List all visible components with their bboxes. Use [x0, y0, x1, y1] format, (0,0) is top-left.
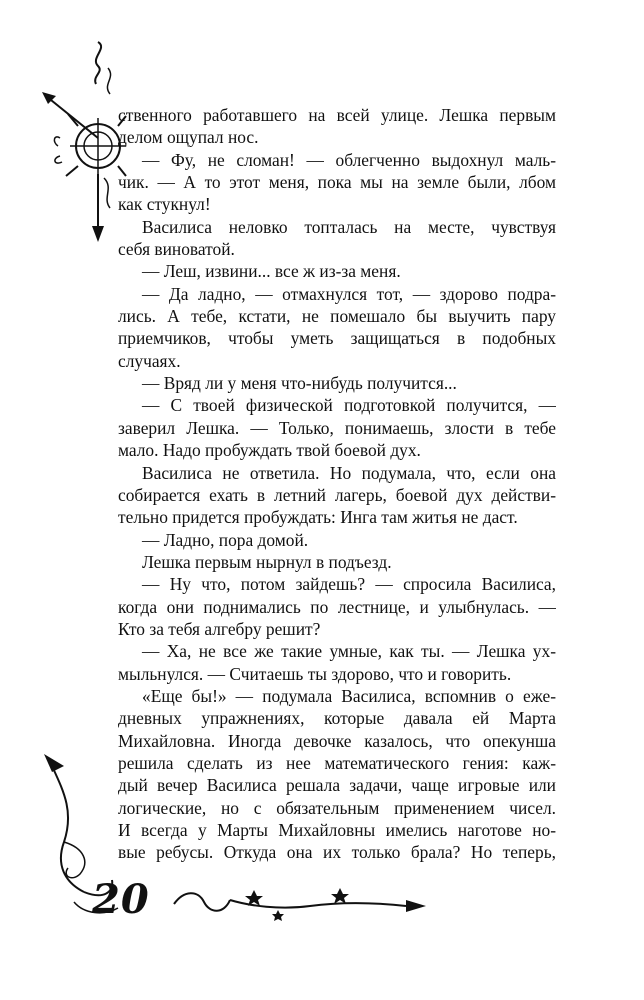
page-number: 20 — [92, 876, 150, 923]
text-line: Василиса не ответила. Но подумала, что, если она — [142, 462, 556, 483]
text-line: вые ребусы. Откуда она их только брала? Но теперь, — [118, 842, 556, 863]
text-line: мало. Надо пробуждать твой боевой дух. — [118, 440, 421, 461]
compass-ornament-icon — [38, 38, 128, 248]
wave-arrow-ornament-icon — [170, 884, 430, 924]
text-line: мыльнулся. — Считаешь ты здорово, что и говорить. — [118, 663, 512, 684]
text-line: себя виноватой. — [118, 239, 235, 260]
text-line: как стукнул! — [118, 194, 211, 215]
text-line: ственного работавшего на всей улице. Лешка первым — [118, 105, 556, 125]
text-line: чик. — А то этот меня, пока мы на земле были, лбом — [118, 172, 556, 193]
text-line: Лешка первым нырнул в подъезд. — [142, 551, 392, 572]
text-line: — С твоей физической подготовкой получится, — — [142, 395, 556, 416]
text-line: Василиса неловко топталась на месте, чувствуя — [142, 216, 556, 237]
text-line: И всегда у Марты Михайловны имелись наготове но- — [118, 820, 556, 840]
text-line: — Ха, не все же такие умные, как ты. — Лешка ух- — [142, 641, 556, 662]
text-line: решила сделать из нее математического гения: каж- — [118, 752, 556, 773]
text-line: дый вечер Василиса решала задачи, чаще игровые или — [118, 775, 556, 796]
text-line: — Ладно, пора домой. — [142, 529, 309, 550]
text-line: — Леш, извини... все ж из-за меня. — [142, 261, 401, 282]
text-line: когда они поднимались по лестнице, и улыбнулась. — — [118, 596, 556, 617]
text-line: собирается ехать в летний лагерь, боевой дух действи- — [118, 484, 556, 505]
text-line: логические, но с обязательным применением чисел. — [118, 797, 556, 818]
text-line: лись. А тебе, кстати, не помешало бы выучить пару — [118, 306, 556, 327]
text-line: — Фу, не сломан! — облегченно выдохнул маль- — [142, 149, 556, 170]
text-line: — Вряд ли у меня что-нибудь получится... — [142, 373, 457, 394]
text-line: заверил Лешка. — Только, понимаешь, злости в тебе — [118, 417, 556, 438]
text-line: случаях. — [118, 350, 181, 371]
text-line: тельно придется пробуждать: Инга там житья не даст. — [118, 507, 518, 528]
text-line: делом ощупал нос. — [118, 127, 259, 148]
body-text — [118, 104, 556, 864]
text-line: дневных упражнениях, которые давала ей Марта — [118, 708, 556, 729]
text-line: Михайловна. Иногда девочке казалось, что опекунша — [118, 730, 556, 751]
text-line: «Еще бы!» — подумала Василиса, вспомнив о еже- — [142, 685, 556, 706]
text-line: приемчиков, чтобы уметь защищаться в подобных — [118, 328, 556, 349]
text-line: Кто за тебя алгебру решит? — [118, 618, 321, 639]
text-line: — Да ладно, — отмахнулся тот, — здорово подра- — [142, 283, 556, 304]
text-line: — Ну что, потом зайдешь? — спросила Василиса, — [142, 574, 556, 595]
